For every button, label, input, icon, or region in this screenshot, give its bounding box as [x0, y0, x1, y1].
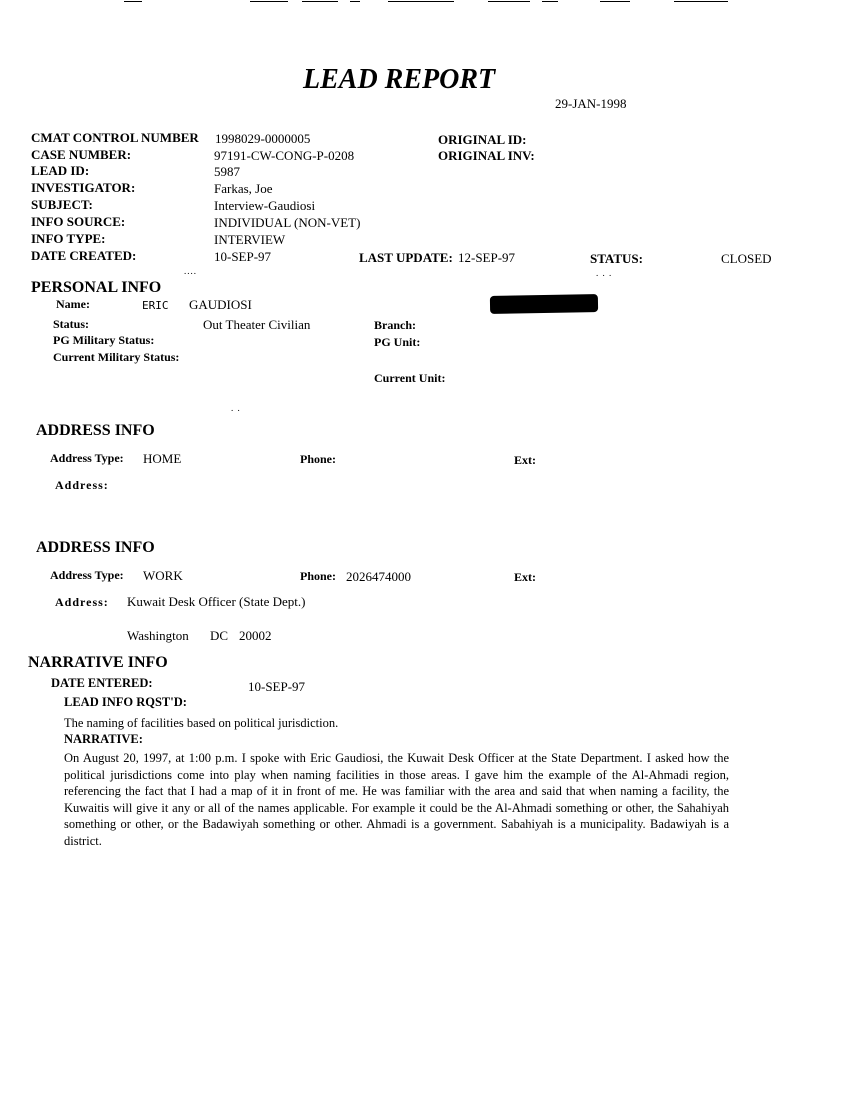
report-title: LEAD REPORT	[303, 64, 496, 95]
address-label-home: Address:	[55, 478, 109, 492]
info-source-label: INFO SOURCE:	[31, 214, 126, 229]
scan-speck: ....	[184, 266, 197, 276]
lead-info-requested-value: The naming of facilities based on political jurisdiction.	[64, 716, 339, 730]
address-info-heading-home: ADDRESS INFO	[36, 422, 155, 439]
info-source-value: INDIVIDUAL (NON-VET)	[214, 215, 361, 230]
phone-value-work: 2026474000	[346, 569, 411, 584]
subject-value: Interview-Gaudiosi	[214, 198, 316, 213]
lead-id-label: LEAD ID:	[31, 163, 90, 178]
phone-label-home: Phone:	[300, 452, 336, 466]
scan-line	[542, 1, 558, 2]
original-id-label: ORIGINAL ID:	[438, 132, 527, 147]
lead-info-requested-label: LEAD INFO RQST'D:	[64, 695, 187, 709]
status-label: STATUS:	[590, 251, 643, 266]
redaction-block	[490, 294, 598, 314]
narrative-text: On August 20, 1997, at 1:00 p.m. I spoke with Eric Gaudiosi, the Kuwait Desk Officer at the State Department. I asked how the political jurisdictions come into play when naming facilities in those areas. I gave him the example of the Al-Ahmadi region, referencing the fact that I had a map of it in front of me. He was familiar with the area and said that when naming a facility, the Kuwaitis will give it any or all of the names applicable. For example it could be the Al-Ahmadi something or other, the Sahahiyah something or other, or the Badawiyah something or other. Ahmadi is a government. Sabahiyah is a municipality. Badawiyah is a district.	[64, 751, 729, 848]
case-number-value: 97191-CW-CONG-P-0208	[214, 148, 355, 163]
scan-line	[250, 1, 288, 2]
report-date: 29-JAN-1998	[555, 96, 627, 111]
address-city-work: Washington	[127, 628, 189, 643]
scan-line	[488, 1, 530, 2]
cmat-control-value: 1998029-0000005	[215, 131, 311, 146]
personal-info-heading: PERSONAL INFO	[31, 279, 162, 296]
date-created-value: 10-SEP-97	[214, 249, 272, 264]
address-type-label-home: Address Type:	[50, 451, 124, 465]
lead-id-value: 5987	[214, 164, 240, 179]
current-unit-label: Current Unit:	[374, 371, 446, 385]
status-value: CLOSED	[721, 251, 772, 266]
last-name-value: GAUDIOSI	[189, 297, 252, 312]
cmat-control-label: CMAT CONTROL NUMBER	[31, 130, 199, 145]
investigator-label: INVESTIGATOR:	[31, 180, 136, 195]
scan-line	[388, 1, 454, 2]
scan-line	[350, 1, 360, 2]
ext-label-work: Ext:	[514, 570, 536, 584]
investigator-value: Farkas, Joe	[214, 181, 273, 196]
narrative-info-heading: NARRATIVE INFO	[28, 654, 168, 671]
pg-military-status-label: PG Military Status:	[53, 333, 155, 347]
branch-label: Branch:	[374, 318, 416, 332]
address-label-work: Address:	[55, 595, 109, 609]
personal-status-value: Out Theater Civilian	[203, 317, 311, 332]
scan-speck: . .	[231, 403, 241, 413]
phone-label-work: Phone:	[300, 569, 336, 583]
scan-line	[124, 1, 142, 2]
address-type-value-work: WORK	[143, 568, 183, 583]
personal-status-label: Status:	[53, 317, 90, 331]
address-type-value-home: HOME	[143, 451, 182, 466]
case-number-label: CASE NUMBER:	[31, 147, 132, 162]
last-update-label: LAST UPDATE:	[359, 250, 453, 265]
scan-line	[302, 1, 338, 2]
info-type-value: INTERVIEW	[214, 232, 286, 247]
address-state-work: DC	[210, 628, 229, 643]
first-name-value: ERIC	[142, 299, 169, 312]
ext-label-home: Ext:	[514, 453, 536, 467]
narrative-label: NARRATIVE:	[64, 732, 143, 746]
info-type-label: INFO TYPE:	[31, 231, 106, 246]
name-label: Name:	[56, 297, 90, 311]
date-entered-label: DATE ENTERED:	[51, 676, 153, 690]
address-type-label-work: Address Type:	[50, 568, 124, 582]
address-zip-work: 20002	[239, 628, 272, 643]
last-update-value: 12-SEP-97	[458, 250, 516, 265]
address-info-heading-work: ADDRESS INFO	[36, 539, 155, 556]
pg-unit-label: PG Unit:	[374, 335, 421, 349]
scan-line	[674, 1, 728, 2]
current-military-status-label: Current Military Status:	[53, 350, 180, 364]
original-inv-label: ORIGINAL INV:	[438, 148, 535, 163]
date-created-label: DATE CREATED:	[31, 248, 137, 263]
date-entered-value: 10-SEP-97	[248, 679, 306, 694]
address-line1-work: Kuwait Desk Officer (State Dept.)	[127, 594, 306, 609]
scan-speck: . . .	[596, 268, 613, 278]
subject-label: SUBJECT:	[31, 197, 93, 212]
scan-line	[600, 1, 630, 2]
